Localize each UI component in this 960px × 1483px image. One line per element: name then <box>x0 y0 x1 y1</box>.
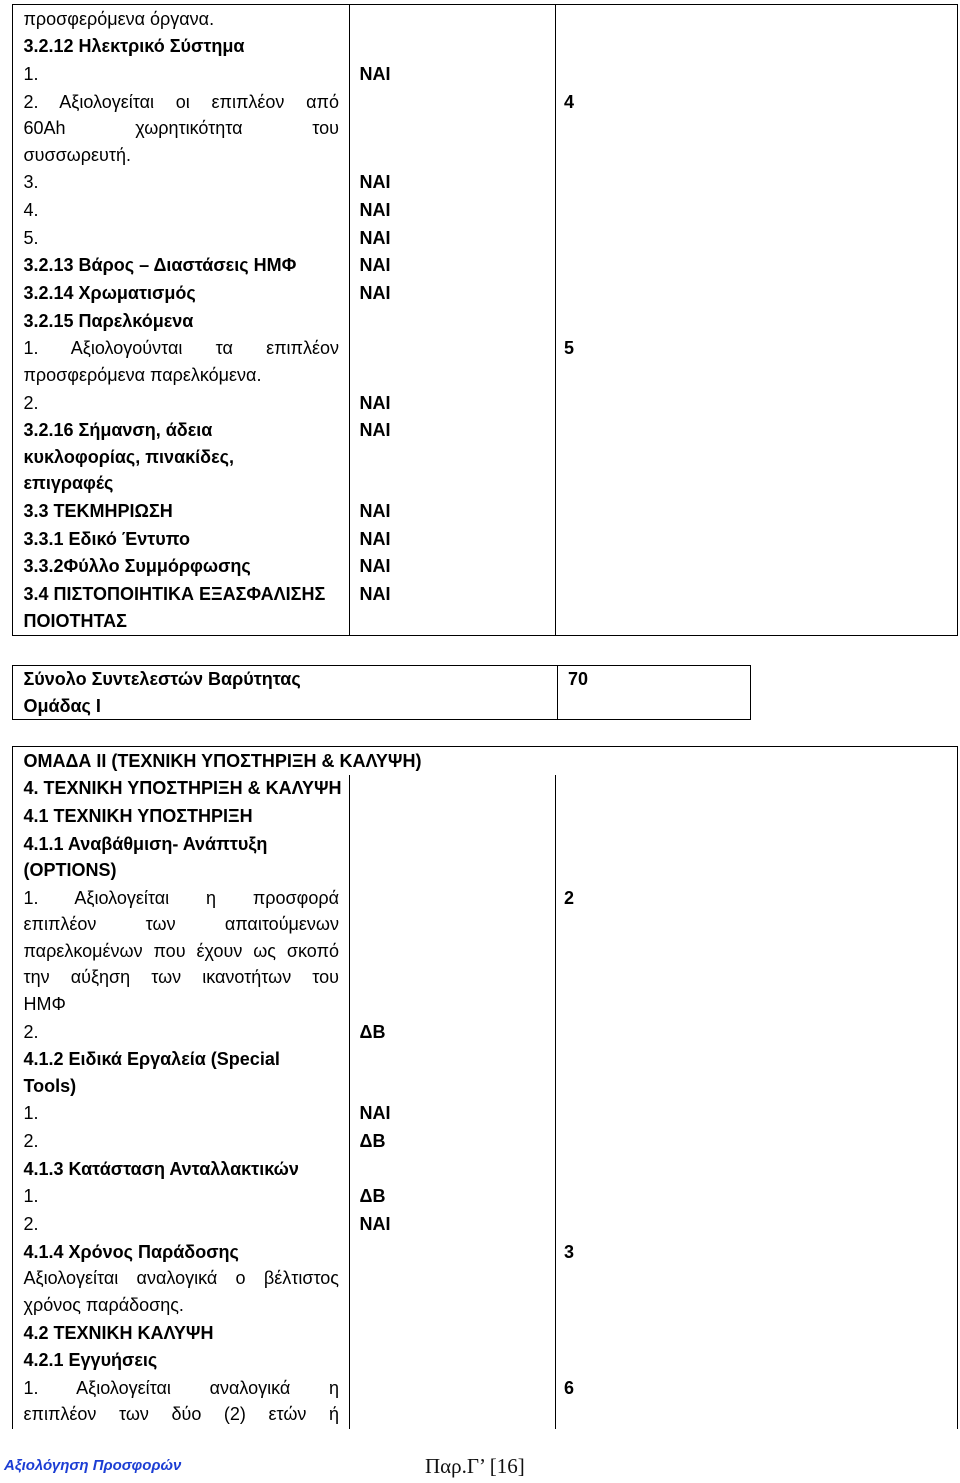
total-weight-box <box>12 665 751 720</box>
requirement-cell <box>13 802 350 830</box>
table-row <box>13 196 958 224</box>
weight-value: 4 <box>564 91 575 112</box>
total-label: Ομάδας Ι <box>23 695 101 716</box>
requirement-text: 1. <box>23 1186 39 1207</box>
weight-cell <box>556 5 958 33</box>
weight-cell <box>556 553 958 581</box>
weight-cell <box>556 88 958 169</box>
requirement-cell <box>13 1347 350 1375</box>
table-row <box>13 747 958 775</box>
weight-cell <box>556 307 958 335</box>
compliance-cell <box>350 1018 556 1046</box>
section-heading: 3.2.16 Σήμανση, άδεια <box>23 420 213 441</box>
compliance-cell <box>350 33 556 61</box>
requirement-text: 2. Αξιολογείται οι επιπλέον από <box>23 91 339 112</box>
table-row <box>13 5 958 33</box>
requirement-text: συσσωρευτή. <box>23 144 131 165</box>
compliance-cell <box>350 1211 556 1239</box>
requirement-text: 2. <box>23 1214 39 1235</box>
requirement-text: προσφερόμενα όργανα. <box>23 8 215 29</box>
table-row <box>13 775 958 803</box>
table-row <box>13 389 958 417</box>
compliance-cell <box>350 169 556 197</box>
compliance-value: ΝΑΙ <box>359 283 391 304</box>
weight-cell <box>556 1374 958 1428</box>
compliance-cell <box>350 1347 556 1375</box>
weight-value: 6 <box>564 1377 575 1398</box>
weight-cell <box>556 224 958 252</box>
weight-cell <box>556 1319 958 1347</box>
table-row <box>13 1128 958 1156</box>
compliance-cell <box>350 1100 556 1128</box>
compliance-cell <box>350 553 556 581</box>
compliance-cell <box>350 1155 556 1183</box>
requirement-text: επιπλέον των απαιτούμενων <box>23 914 339 935</box>
group-title: ΟΜΑΔΑ ΙΙ (ΤΕΧΝΙΚΗ ΥΠΟΣΤΗΡΙΞΗ & ΚΑΛΥΨΗ) <box>23 750 422 771</box>
requirement-text: 1. <box>23 63 39 84</box>
table-row <box>13 830 958 884</box>
section-heading: 3.3.2Φύλλο Συμμόρφωσης <box>23 556 251 577</box>
requirement-cell <box>13 280 350 308</box>
weight-cell <box>556 802 958 830</box>
requirement-cell <box>13 1374 350 1428</box>
weight-cell <box>556 335 958 389</box>
section-heading: 4.1 ΤΕΧΝΙΚΗ ΥΠΟΣΤΗΡΙΞΗ <box>23 805 253 826</box>
requirement-text: 1. Αξιολογούνται τα επιπλέον <box>23 338 339 359</box>
compliance-cell <box>350 88 556 169</box>
table-row <box>13 169 958 197</box>
compliance-cell <box>350 1046 556 1100</box>
total-label: Σύνολο Συντελεστών Βαρύτητας <box>23 669 301 689</box>
compliance-cell <box>350 252 556 280</box>
requirement-cell <box>13 1046 350 1100</box>
section-heading: 4.2.1 Εγγυήσεις <box>23 1350 158 1371</box>
requirement-cell <box>13 1183 350 1211</box>
compliance-cell <box>350 884 556 1018</box>
requirement-text: ΗΜΦ <box>23 993 66 1014</box>
table-row <box>13 417 958 498</box>
requirement-cell <box>13 196 350 224</box>
requirement-text: 60Ah χωρητικότητα του <box>23 118 339 139</box>
requirement-cell <box>13 553 350 581</box>
compliance-cell <box>350 802 556 830</box>
section-heading: κυκλοφορίας, πινακίδες, <box>23 446 234 467</box>
requirement-text: προσφερόμενα παρελκόμενα. <box>23 364 262 385</box>
section-heading: 3.2.13 Βάρος – Διαστάσεις ΗΜΦ <box>23 255 297 276</box>
requirement-text: 2. <box>23 1021 39 1042</box>
requirement-cell <box>13 252 350 280</box>
requirement-text: Αξιολογείται αναλογικά ο βέλτιστος <box>23 1268 339 1289</box>
section-heading: 4. ΤΕΧΝΙΚΗ ΥΠΟΣΤΗΡΙΞΗ & ΚΑΛΥΨΗ <box>23 778 342 799</box>
compliance-value: ΝΑΙ <box>359 255 391 276</box>
table-row <box>13 1238 958 1319</box>
requirement-cell <box>13 1238 350 1319</box>
compliance-value: ΝΑΙ <box>359 528 391 549</box>
requirement-text: 2. <box>23 392 39 413</box>
compliance-value: ΝΑΙ <box>359 200 391 221</box>
requirement-text: παρελκομένων που έχουν ως σκοπό <box>23 940 339 961</box>
requirement-cell <box>13 525 350 553</box>
compliance-value: ΔΒ <box>359 1021 386 1042</box>
requirement-cell <box>13 1211 350 1239</box>
weight-cell <box>556 169 958 197</box>
table-row <box>13 1018 958 1046</box>
compliance-cell <box>350 224 556 252</box>
compliance-cell <box>350 1238 556 1319</box>
requirement-cell <box>13 1128 350 1156</box>
weight-cell <box>556 497 958 525</box>
section-heading: 3.2.14 Χρωματισμός <box>23 283 196 304</box>
compliance-value: ΝΑΙ <box>359 420 391 441</box>
requirement-cell <box>13 497 350 525</box>
group-title-cell <box>13 747 958 775</box>
table-row <box>13 224 958 252</box>
table-row <box>13 252 958 280</box>
weight-cell <box>556 1018 958 1046</box>
weight-cell <box>556 280 958 308</box>
weight-cell <box>556 525 958 553</box>
section-heading: 3.4 ΠΙΣΤΟΠΟΙΗΤΙΚΑ ΕΞΑΣΦΑΛΙΣΗΣ <box>23 584 326 605</box>
weight-cell <box>556 830 958 884</box>
compliance-cell <box>350 497 556 525</box>
requirement-cell <box>13 1155 350 1183</box>
weight-cell <box>556 775 958 803</box>
table-row <box>13 666 751 720</box>
compliance-cell <box>350 417 556 498</box>
weight-cell <box>556 1155 958 1183</box>
compliance-cell <box>350 1183 556 1211</box>
requirement-text: 1. Αξιολογείται η προσφορά <box>23 887 339 908</box>
weight-cell <box>556 1347 958 1375</box>
weight-value: 2 <box>564 887 575 908</box>
requirement-cell <box>13 5 350 33</box>
requirement-text: 4. <box>23 200 39 221</box>
compliance-cell <box>350 581 556 636</box>
section-heading: Tools) <box>23 1075 77 1096</box>
table-row <box>13 553 958 581</box>
compliance-cell <box>350 389 556 417</box>
footer-document-title: Αξιολόγηση Προσφορών <box>4 1457 182 1474</box>
table-row <box>13 335 958 389</box>
requirement-cell <box>13 1100 350 1128</box>
compliance-cell <box>350 60 556 88</box>
section-heading: (OPTIONS) <box>23 860 117 881</box>
compliance-value: ΝΑΙ <box>359 172 391 193</box>
requirement-text: την αύξηση των ικανοτήτων του <box>23 967 339 988</box>
section-heading: 3.2.15 Παρελκόμενα <box>23 310 194 331</box>
compliance-value: ΔΒ <box>359 1186 386 1207</box>
weight-cell <box>556 1046 958 1100</box>
requirement-cell <box>13 1018 350 1046</box>
requirement-text: 1. <box>23 1103 39 1124</box>
weight-cell <box>556 252 958 280</box>
compliance-cell <box>350 5 556 33</box>
table-row <box>13 1183 958 1211</box>
compliance-value: ΝΑΙ <box>359 227 391 248</box>
requirement-cell <box>13 775 350 803</box>
table-row <box>13 307 958 335</box>
weight-cell <box>556 417 958 498</box>
section-heading: επιγραφές <box>23 473 114 494</box>
table-row <box>13 525 958 553</box>
weight-cell <box>556 1100 958 1128</box>
weight-cell <box>556 196 958 224</box>
compliance-cell <box>350 280 556 308</box>
weight-cell <box>556 33 958 61</box>
requirement-cell <box>13 307 350 335</box>
table-row <box>13 88 958 169</box>
table-row <box>13 1100 958 1128</box>
compliance-cell <box>350 1128 556 1156</box>
requirement-text: 2. <box>23 1131 39 1152</box>
requirement-text: επιπλέον των δύο (2) ετών ή <box>23 1404 339 1425</box>
table-row <box>13 60 958 88</box>
compliance-cell <box>350 307 556 335</box>
requirement-cell <box>13 335 350 389</box>
weight-cell <box>556 389 958 417</box>
compliance-value: ΔΒ <box>359 1131 386 1152</box>
section-heading: 4.2 ΤΕΧΝΙΚΗ ΚΑΛΥΨΗ <box>23 1322 214 1343</box>
requirement-text: χρόνος παράδοσης. <box>23 1294 184 1315</box>
compliance-value: ΝΑΙ <box>359 1103 391 1124</box>
compliance-value: ΝΑΙ <box>359 556 391 577</box>
table-row <box>13 1374 958 1428</box>
compliance-cell <box>350 335 556 389</box>
weight-cell <box>556 60 958 88</box>
table-row <box>13 802 958 830</box>
requirement-cell <box>13 389 350 417</box>
table-row <box>13 1347 958 1375</box>
section-heading: 3.3 ΤΕΚΜΗΡΙΩΣΗ <box>23 501 173 522</box>
section-heading: ΠΟΙΟΤΗΤΑΣ <box>23 610 127 631</box>
compliance-cell <box>350 775 556 803</box>
compliance-value: ΝΑΙ <box>359 1214 391 1235</box>
table-row <box>13 1155 958 1183</box>
requirement-cell <box>13 581 350 636</box>
table-row <box>13 884 958 1018</box>
section-heading: 4.1.1 Αναβάθμιση- Ανάπτυξη <box>23 833 268 854</box>
weight-value: 3 <box>564 1241 575 1262</box>
section-heading: 4.1.4 Χρόνος Παράδοσης <box>23 1241 239 1262</box>
requirement-cell <box>13 169 350 197</box>
table-row <box>13 1211 958 1239</box>
table-row <box>13 581 958 636</box>
compliance-value: ΝΑΙ <box>359 501 391 522</box>
section-heading: 4.1.3 Κατάσταση Ανταλλακτικών <box>23 1158 299 1179</box>
weight-cell <box>556 1183 958 1211</box>
requirement-cell <box>13 884 350 1018</box>
section-heading: 3.2.12 Ηλεκτρικό Σύστημα <box>23 36 245 57</box>
table-row <box>13 1319 958 1347</box>
section-heading: 3.3.1 Εδικό Έντυπο <box>23 528 191 549</box>
table-row <box>13 497 958 525</box>
compliance-cell <box>350 1319 556 1347</box>
section-heading: 4.1.2 Ειδικά Εργαλεία (Special <box>23 1049 280 1070</box>
requirement-cell <box>13 33 350 61</box>
table-row <box>13 33 958 61</box>
compliance-value: ΝΑΙ <box>359 392 391 413</box>
compliance-cell <box>350 1374 556 1428</box>
footer-page-number: Παρ.Γ’ [16] <box>425 1454 525 1478</box>
compliance-value: ΝΑΙ <box>359 584 391 605</box>
compliance-cell <box>350 830 556 884</box>
total-value-cell <box>558 666 751 720</box>
requirement-cell <box>13 88 350 169</box>
compliance-cell <box>350 196 556 224</box>
compliance-cell <box>350 525 556 553</box>
requirements-table-group-1 <box>12 4 958 636</box>
total-value: 70 <box>568 669 589 689</box>
requirement-text: 5. <box>23 227 39 248</box>
requirement-cell <box>13 1319 350 1347</box>
table-row <box>13 280 958 308</box>
requirement-cell <box>13 417 350 498</box>
compliance-value: ΝΑΙ <box>359 63 391 84</box>
requirement-cell <box>13 224 350 252</box>
requirement-cell <box>13 60 350 88</box>
weight-value: 5 <box>564 338 575 359</box>
requirement-text: 1. Αξιολογείται αναλογικά η <box>23 1377 339 1398</box>
weight-cell <box>556 884 958 1018</box>
weight-cell <box>556 1211 958 1239</box>
requirement-text: 3. <box>23 172 39 193</box>
weight-cell <box>556 1238 958 1319</box>
total-label-cell <box>13 666 558 720</box>
weight-cell <box>556 1128 958 1156</box>
requirements-table-group-2 <box>12 746 958 1429</box>
weight-cell <box>556 581 958 636</box>
requirement-cell <box>13 830 350 884</box>
table-row <box>13 1046 958 1100</box>
